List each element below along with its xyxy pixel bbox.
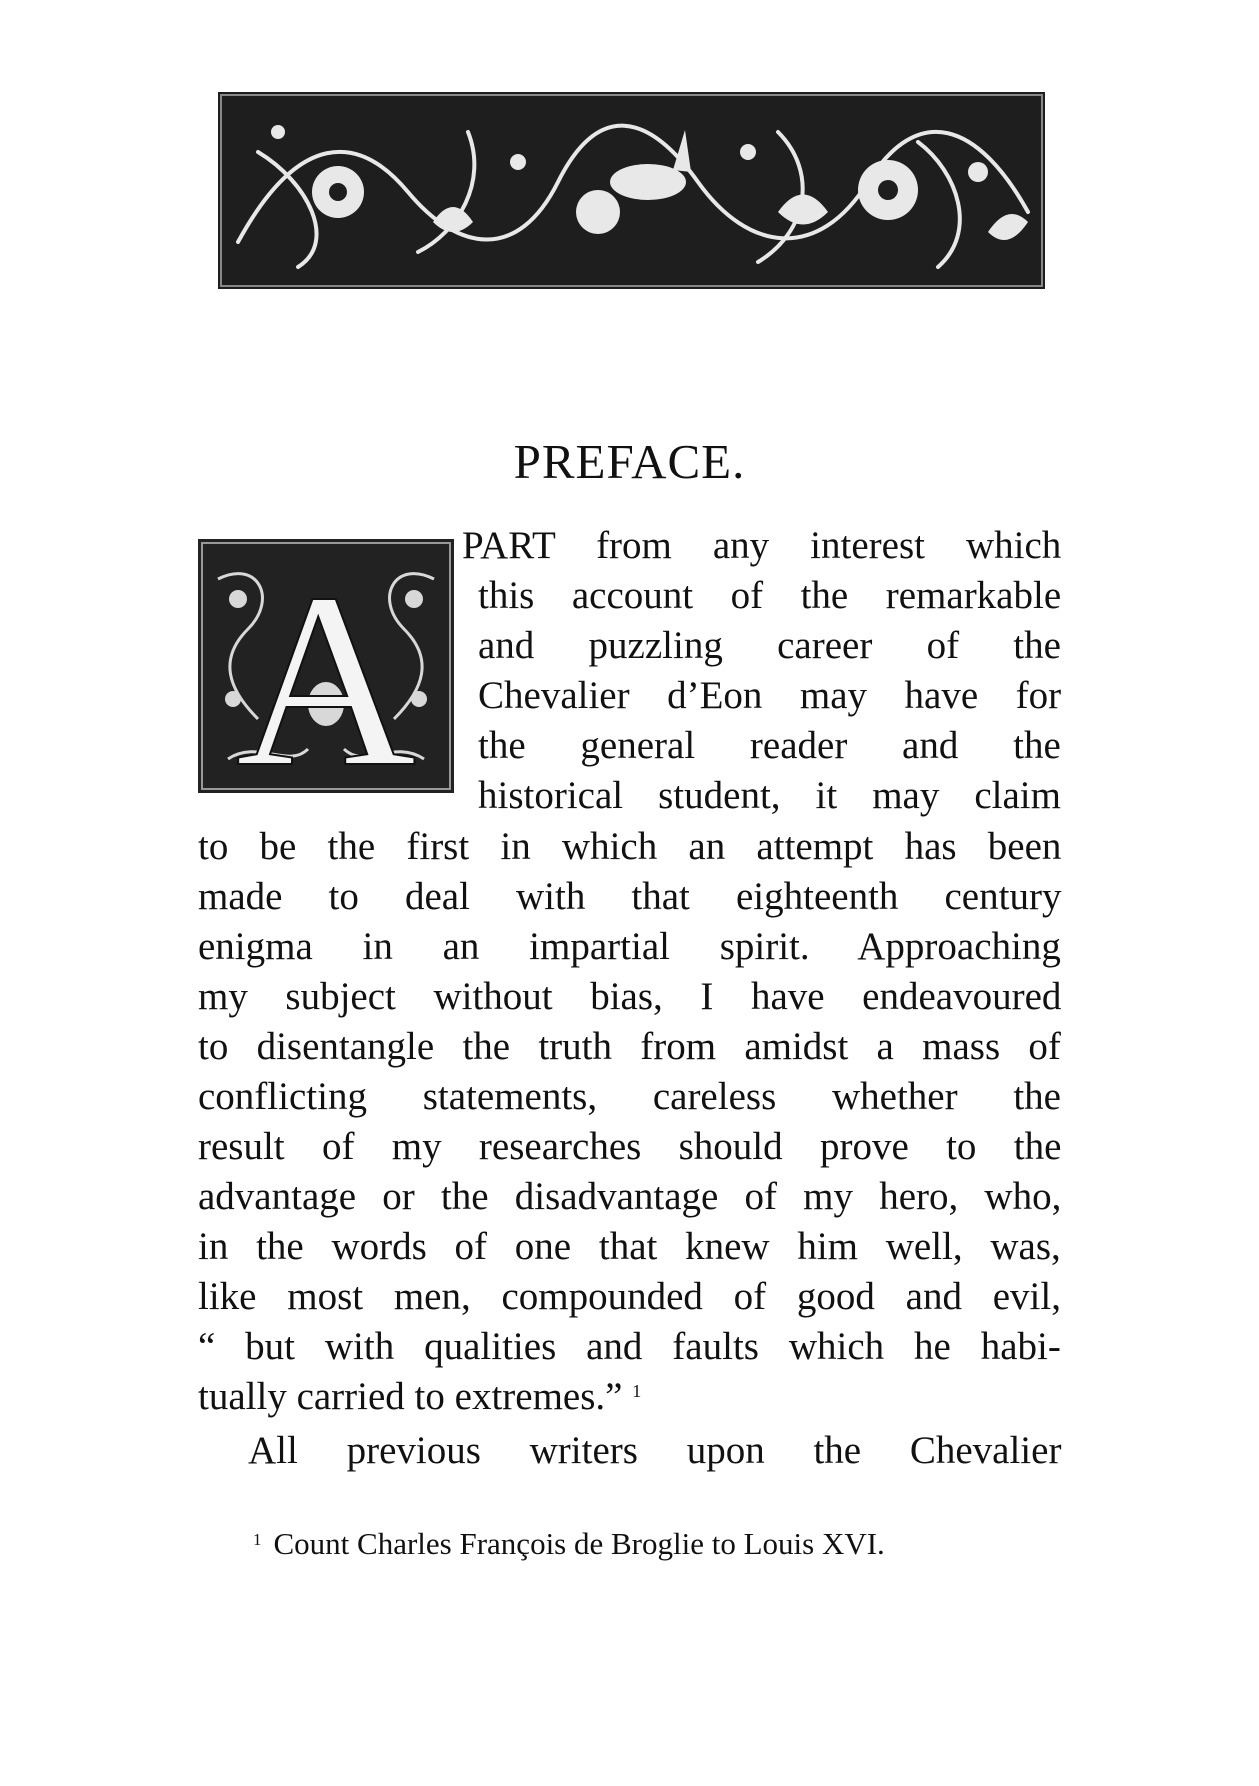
footnote-reference: 1 xyxy=(632,1381,642,1401)
text-line: All previous writers upon the Chevalier xyxy=(248,1429,1062,1472)
footnote-text: Count Charles François de Broglie to Louis XVI. xyxy=(273,1526,885,1561)
text-line: result of my researches should prove to the xyxy=(198,1125,1062,1168)
decorated-initial-a xyxy=(198,539,454,793)
text-line: this account of the remarkable xyxy=(478,574,1062,617)
ornamental-headpiece xyxy=(218,92,1045,289)
initial-letter: A xyxy=(235,542,417,793)
text-line: Chevalier d’Eon may have for xyxy=(478,674,1062,717)
text-line: advantage or the disadvantage of my hero, who, xyxy=(198,1175,1062,1218)
text-line: to be the first in which an attempt has been xyxy=(198,825,1062,868)
text-line: historical student, it may claim xyxy=(478,774,1061,817)
text-line: tually carried to extremes.” $^1$ xyxy=(198,1375,642,1418)
text-line: the general reader and the xyxy=(478,724,1061,767)
text-line: and puzzling career of the xyxy=(478,624,1061,667)
text-line: in the words of one that knew him well, was, xyxy=(198,1225,1061,1268)
text-line: my subject without bias, I have endeavoured xyxy=(198,975,1062,1018)
text-line: to disentangle the truth from amidst a mass of xyxy=(198,1025,1061,1068)
text-line: enigma in an impartial spirit. Approaching xyxy=(198,925,1061,968)
text-line: made to deal with that eighteenth century xyxy=(198,875,1062,918)
footnote xyxy=(253,1520,885,1568)
text-line: conflicting statements, careless whether the xyxy=(198,1075,1061,1118)
page-title: PREFACE. xyxy=(513,434,746,489)
text-line: PART from any interest which xyxy=(462,524,1062,567)
footnote-mark: 1 xyxy=(253,1530,262,1549)
text-line: “ but with qualities and faults which he habi- xyxy=(198,1325,1061,1368)
text-line: like most men, compounded of good and evil, xyxy=(198,1275,1061,1318)
